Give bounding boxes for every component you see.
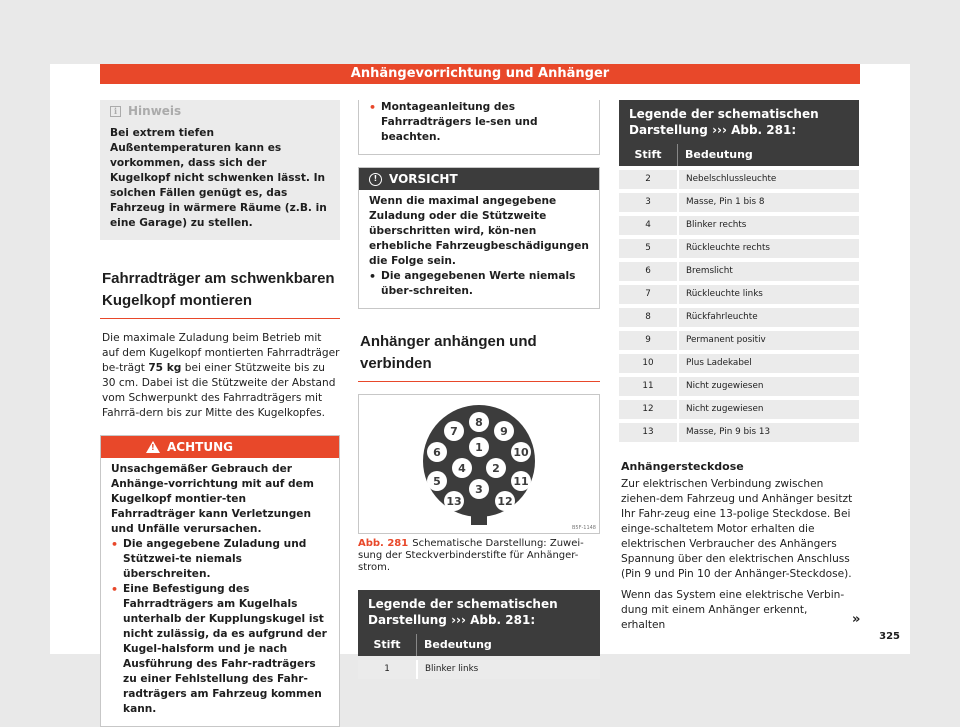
pin-meaning: Blinker links [416, 660, 600, 679]
warning-bullet: • Montageanleitung des Fahrradträgers le-sen und beachten. [369, 100, 589, 145]
pin-number: 1 [384, 664, 390, 674]
legend-title: Legende der schematischen Darstellung ››› Abb. 281: [619, 100, 859, 144]
pin-number: 7 [645, 289, 651, 299]
table-row [619, 308, 859, 327]
warning-intro: Unsachgemäßer Gebrauch der Anhänge-vorrichtung mit auf dem Kugelkopf montier-ten Fahrradträger kann Verletzungen und Unfälle verursachen. [111, 463, 314, 535]
table-row [619, 400, 859, 419]
section-heading-wrap [100, 268, 340, 319]
warning-box [100, 435, 340, 727]
pin-label: 8 [475, 416, 483, 429]
caution-title: VORSICHT [389, 172, 458, 186]
table-row [619, 377, 859, 396]
pin-label: 9 [500, 425, 508, 438]
table-row [619, 170, 859, 189]
pin-meaning: Nebelschlussleuchte [677, 170, 859, 189]
pin-number: 6 [645, 266, 651, 276]
table-row [619, 285, 859, 304]
table-row [619, 193, 859, 212]
note-box [100, 100, 340, 240]
section-heading-wrap [358, 331, 600, 382]
pin-number: 3 [645, 197, 651, 207]
figure-281 [358, 394, 600, 534]
pin-meaning: Rückfahrleuchte [677, 308, 859, 327]
pin-label: 13 [446, 495, 462, 508]
warning-bullet: • Die angegebene Zuladung und Stützwei-te niemals überschreiten. [111, 537, 329, 582]
pin-label: 1 [475, 441, 483, 454]
warning-header [101, 436, 339, 458]
pin-number: 12 [642, 404, 654, 414]
pin-number: 5 [645, 243, 651, 253]
table-row [619, 423, 859, 442]
caution-bullet: • Die angegebenen Werte niemals über-schreiten. [369, 269, 589, 299]
max-load-value: 75 kg [148, 362, 182, 374]
pin-meaning: Rückleuchte links [677, 285, 859, 304]
pin-label: 6 [433, 446, 441, 459]
figure-code: B5F-1148 [571, 525, 596, 531]
table-row [619, 354, 859, 373]
page-number: 325 [879, 631, 900, 642]
top-band [50, 50, 910, 64]
pin-number: 8 [645, 312, 651, 322]
section-title-trailer: Anhänger anhängen und verbinden [360, 333, 537, 372]
paragraph-part-1: Die maximale Zuladung beim Betrieb mit auf dem Kugelkopf montierten Fahrradträger be-trägt [102, 332, 340, 374]
pin-meaning: Plus Ladekabel [677, 354, 859, 373]
caution-intro: Wenn die maximal angegebene Zuladung oder die Stützweite überschritten wird, kön-nen erhebliche Fahrzeugbeschädigungen die Folge sein. [369, 195, 589, 267]
pin-label: 10 [513, 446, 529, 459]
continue-marker: » [852, 612, 861, 627]
figure-caption [358, 538, 600, 574]
pin-meaning: Nicht zugewiesen [677, 400, 859, 419]
caution-bullet-text: Die angegebenen Werte niemals über-schreiten. [381, 270, 576, 297]
table-row [619, 331, 859, 350]
pin-number: 4 [645, 220, 651, 230]
legend-table-2 [619, 100, 859, 442]
column-3 [619, 100, 859, 633]
pin-meaning: Permanent positiv [677, 331, 859, 350]
pin-number: 10 [642, 358, 654, 368]
warning-bullet-text: Montageanleitung des Fahrradträgers le-sen und beachten. [381, 101, 538, 143]
col-header-meaning: Bedeutung [677, 144, 859, 166]
pin-label: 11 [513, 475, 529, 488]
bike-carrier-paragraph [100, 331, 340, 421]
figure-label: Abb. 281 [358, 538, 409, 549]
warning-title: ACHTUNG [167, 440, 233, 454]
socket-paragraph-2: Wenn das System eine elektrische Verbin-dung mit einem Anhänger erkennt, erhalten [621, 589, 845, 631]
pin-meaning: Bremslicht [677, 262, 859, 281]
note-text: Bei extrem tiefen Außentemperaturen kann es vorkommen, dass sich der Kugelkopf nicht schwenken lässt. In solchen Fällen genügt es, das Fahrzeug in wärmere Räume (z.B. in eine Garage) zu stellen. [100, 122, 340, 240]
connector-key [471, 511, 487, 525]
socket-subtitle: Anhängersteckdose [621, 460, 744, 473]
pin-meaning: Blinker rechts [677, 216, 859, 235]
pin-number: 2 [645, 174, 651, 184]
pin-meaning: Masse, Pin 9 bis 13 [677, 423, 859, 442]
caution-icon: ! [369, 173, 382, 186]
note-header [100, 100, 340, 122]
legend-title: Legende der schematischen Darstellung ››› Abb. 281: [358, 590, 600, 634]
col-header-pin: Stift [634, 148, 662, 161]
pin-label: 7 [450, 425, 458, 438]
connector-diagram [359, 395, 599, 533]
warning-icon: ! [146, 441, 160, 453]
column-1 [100, 100, 340, 727]
legend-rows [619, 170, 859, 442]
caution-box [358, 167, 600, 309]
caution-body [359, 190, 599, 308]
table-row [619, 216, 859, 235]
figure-caption-text: Schematische Darstellung: Zuwei-sung der Steckverbinderstifte für Anhänger-strom. [358, 538, 584, 573]
table-row [358, 660, 600, 679]
warning-body [101, 458, 339, 726]
pin-meaning: Nicht zugewiesen [677, 377, 859, 396]
legend-header-row [619, 144, 859, 166]
section-title-bike-carrier: Fahrradträger am schwenkbaren Kugelkopf montieren [102, 270, 335, 309]
caution-header [359, 168, 599, 190]
table-row [619, 239, 859, 258]
pin-label: 4 [458, 462, 466, 475]
pin-label: 12 [497, 495, 513, 508]
col-header-meaning: Bedeutung [416, 634, 600, 656]
page-header: Anhängevorrichtung und Anhänger [100, 64, 860, 84]
note-title: Hinweis [128, 104, 182, 118]
pin-meaning: Masse, Pin 1 bis 8 [677, 193, 859, 212]
col-header-pin: Stift [373, 638, 401, 651]
pin-label: 2 [492, 462, 500, 475]
pin-label: 5 [433, 475, 441, 488]
warning-bullet-text: Die angegebene Zuladung und Stützwei-te niemals überschreiten. [123, 538, 307, 580]
pin-label: 3 [475, 483, 483, 496]
warning-bullet-text: Eine Befestigung des Fahrradträgers am Kugelhals unterhalb der Kupplungskugel ist nicht zulässig, da es aufgrund der Kugel-halsform und je nach Ausführung des Fahr-radträgers zu einer Fehlstellung des Fahr-radträgers am Fahrzeug kommen kann. [123, 583, 327, 715]
legend-header-row [358, 634, 600, 656]
pin-number: 13 [642, 427, 654, 437]
socket-paragraph-1: Zur elektrischen Verbindung zwischen ziehen-dem Fahrzeug und Anhänger besitzt Ihr Fahr-zeug eine 13-polige Steckdose. Bei einge-schaltetem Motor erhalten die elektrischen Verbraucher des Anhängers Spannung über den elektrischen Anschluss (Pin 9 und Pin 10 der Anhänger-Steckdose). [621, 478, 853, 580]
continued-warning-box [358, 100, 600, 155]
table-row [619, 262, 859, 281]
info-icon: i [110, 106, 121, 117]
paragraph-part-2: bei einer Stützweite bis zu 30 cm. Dabei ist die Stützweite der Abstand vom Schwerpunkt des Fahrradträgers mit Fahrrä-dern bis zur Mitte des Kugelkopfes. [102, 362, 336, 419]
warning-bullet: • Eine Befestigung des Fahrradträgers am Kugelhals unterhalb der Kupplungskugel ist nicht zulässig, da es aufgrund der Kugel-halsform und je nach Ausführung des Fahr-radträgers zu einer Fehlstellung des Fahr-radträgers am Fahrzeug kommen kann. [111, 582, 329, 717]
pin-number: 11 [642, 381, 654, 391]
legend-table-1 [358, 590, 600, 679]
pin-number: 9 [645, 335, 651, 345]
column-2 [358, 100, 600, 679]
pin-meaning: Rückleuchte rechts [677, 239, 859, 258]
